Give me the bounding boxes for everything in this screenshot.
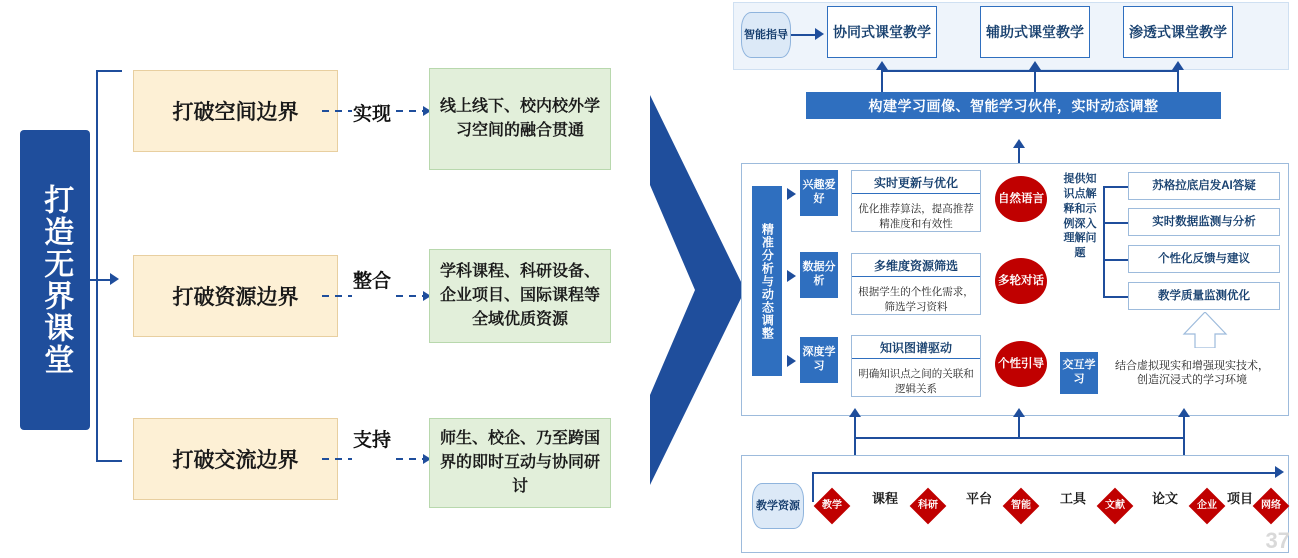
- resource-item-2: 课程: [872, 491, 899, 506]
- resource-item-1: 教学: [822, 500, 842, 512]
- page-number: 37: [1265, 528, 1290, 553]
- resource-item-11: 网络: [1261, 500, 1281, 512]
- interactive-learning-chip: 交互学习: [1060, 352, 1098, 394]
- resources-arrow-stem: [812, 472, 814, 502]
- resource-item-5: 智能: [1011, 500, 1031, 512]
- big-arrow-icon: [650, 95, 745, 485]
- outcome-box-3: 师生、校企、乃至跨国界的即时互动与协同研讨: [429, 418, 611, 508]
- relation-dash-1a: [322, 110, 352, 112]
- mode-chip-3: 深度学习: [800, 337, 838, 383]
- pillar-box-1: 打破空间边界: [133, 70, 338, 152]
- output-box-3: 个性化反馈与建议: [1128, 245, 1280, 273]
- top-source-line: [791, 34, 817, 36]
- outcome-box-2: 学科课程、科研设备、企业项目、国际课程等全域优质资源: [429, 249, 611, 343]
- resource-to-engine-line: [1018, 416, 1020, 437]
- relation-dash-2b: [396, 295, 424, 297]
- bridge-rail: [1103, 186, 1105, 296]
- resource-rail-right-drop: [1183, 437, 1185, 455]
- resource-rail: [854, 437, 1184, 439]
- output-box-2: 实时数据监测与分析: [1128, 208, 1280, 236]
- pillar-box-2: 打破资源边界: [133, 255, 338, 337]
- teaching-mode-box-1: 协同式课堂教学: [827, 6, 937, 58]
- resource-item-3: 科研: [918, 500, 938, 512]
- banner-to-box3-arrow: [1172, 61, 1184, 70]
- teaching-mode-box-3: 渗透式课堂教学: [1123, 6, 1233, 58]
- rail-left-arrow: [849, 408, 861, 417]
- rail-right-arrow: [1178, 408, 1190, 417]
- output-box-1: 苏格拉底启发AI答疑: [1128, 172, 1280, 200]
- banner-to-box1-line: [881, 70, 883, 92]
- relation-dash-1b: [396, 110, 424, 112]
- bridge-to-out3: [1103, 259, 1128, 261]
- resource-to-engine-arrow: [1013, 408, 1025, 417]
- engine-vertical-label: 精准分析与动态调整: [752, 186, 782, 376]
- banner-to-box2-line: [1034, 70, 1036, 92]
- engine-card-3-title: 知识图谱驱动: [852, 336, 980, 359]
- main-title: 打造无界课堂: [20, 130, 90, 430]
- resource-item-4: 平台: [966, 491, 993, 506]
- bridge-to-out1: [1103, 186, 1128, 188]
- engine-card-2: [851, 253, 981, 315]
- resource-item-8: 论文: [1152, 491, 1179, 506]
- banner-top-rail: [881, 70, 1177, 72]
- resource-item-10: 项目: [1227, 491, 1254, 506]
- rail-right-up: [1183, 416, 1185, 437]
- rail-left-up: [854, 416, 856, 437]
- engine-card-2-title: 多维度资源筛选: [852, 254, 980, 277]
- banner: 构建学习画像、智能学习伙伴，实时动态调整: [806, 92, 1221, 119]
- relation-label-2: 整合: [353, 271, 392, 292]
- relation-label-3: 支持: [353, 430, 392, 451]
- resources-arrow-head: [1275, 466, 1284, 478]
- capability-ellipse-3: 个性引导: [995, 341, 1047, 387]
- pillar-box-3: 打破交流边界: [133, 418, 338, 500]
- bridge-to-out4: [1103, 296, 1128, 298]
- relation-dash-3a: [322, 458, 352, 460]
- engine-card-1-title: 实时更新与优化: [852, 171, 980, 194]
- knowledge-bridge-text: 提供知识点解释和示例深入理解问题: [1063, 173, 1097, 260]
- resources-cylinder: 教学资源: [752, 483, 804, 529]
- engine-card-1: [851, 170, 981, 232]
- mode-arrow-2: [787, 270, 796, 282]
- engine-card-3-body: 明确知识点之间的关联和逻辑关系: [858, 367, 974, 395]
- resources-arrow-line: [812, 472, 1277, 474]
- banner-to-box3-line: [1177, 70, 1179, 92]
- mode-chip-2: 数据分析: [800, 252, 838, 298]
- bracket: [96, 70, 122, 462]
- mode-arrow-3: [787, 355, 796, 367]
- interactive-up-arrow-icon: [1160, 312, 1250, 348]
- resource-rail-left-drop: [854, 437, 856, 455]
- relation-dash-3b: [396, 458, 424, 460]
- interactive-learning-text: 结合虚拟现实和增强现实技术，创造沉浸式的学习环境: [1115, 359, 1269, 386]
- bridge-to-out2: [1103, 222, 1128, 224]
- mode-chip-1: 兴趣爱好: [800, 170, 838, 216]
- engine-to-banner-arrow: [1013, 139, 1025, 148]
- engine-card-3: [851, 335, 981, 397]
- resource-item-9: 企业: [1197, 500, 1217, 512]
- relation-label-1: 实现: [353, 104, 392, 125]
- relation-dash-2a: [322, 295, 352, 297]
- resource-item-6: 工具: [1060, 491, 1087, 506]
- output-box-4: 教学质量监测优化: [1128, 282, 1280, 310]
- mode-arrow-1: [787, 188, 796, 200]
- teaching-mode-box-2: 辅助式课堂教学: [980, 6, 1090, 58]
- engine-card-2-body: 根据学生的个性化需求，筛选学习资料: [858, 285, 974, 313]
- banner-to-box2-arrow: [1029, 61, 1041, 70]
- capability-ellipse-2: 多轮对话: [995, 258, 1047, 304]
- top-source-arrow: [815, 28, 824, 40]
- resource-item-7: 文献: [1105, 500, 1125, 512]
- intelligent-guidance-cylinder: 智能指导: [741, 12, 791, 58]
- engine-card-1-body: 优化推荐算法，提高推荐精准度和有效性: [858, 202, 974, 230]
- banner-to-box1-arrow: [876, 61, 888, 70]
- capability-ellipse-1: 自然语言: [995, 176, 1047, 222]
- outcome-box-1: 线上线下、校内校外学习空间的融合贯通: [429, 68, 611, 170]
